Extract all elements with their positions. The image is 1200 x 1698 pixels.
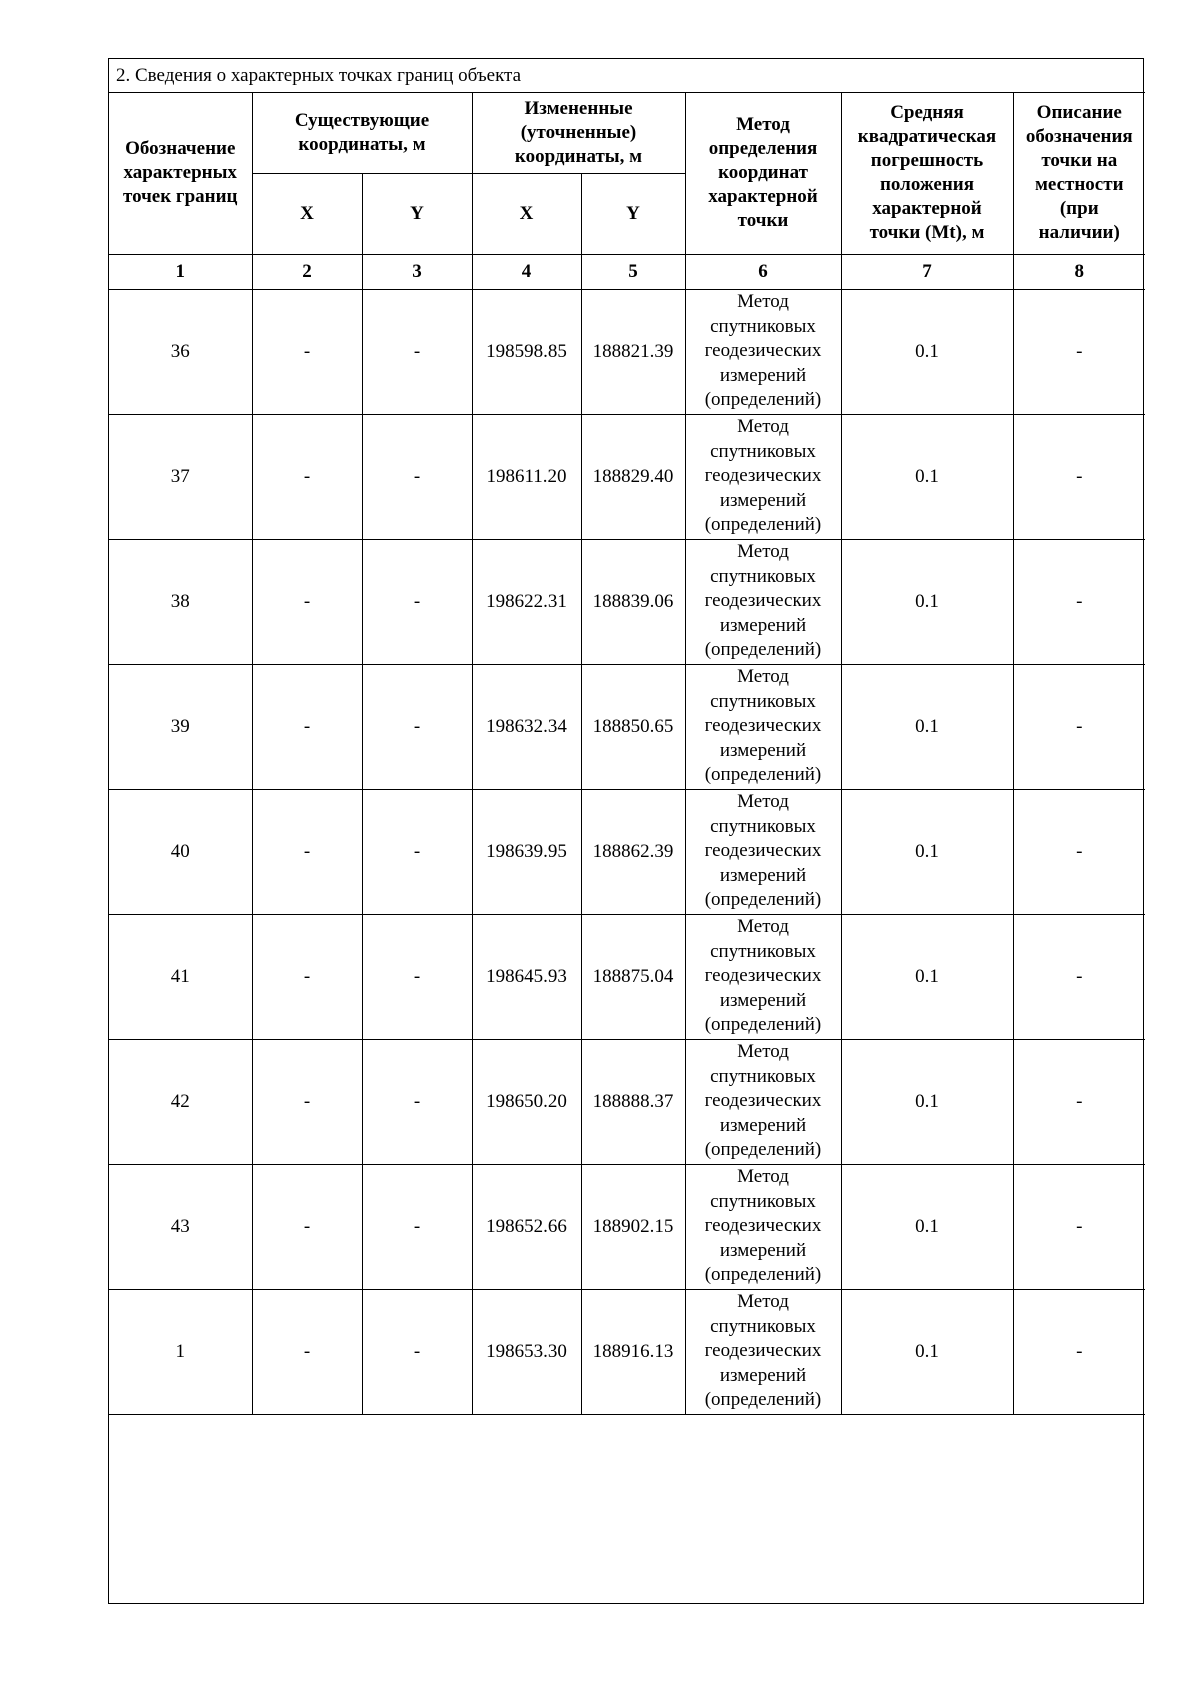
table-row bbox=[109, 1289, 1145, 1414]
mean-error-cell: 0.1 bbox=[841, 1164, 1013, 1289]
changed-y-cell: 188902.15 bbox=[581, 1164, 685, 1289]
table-row bbox=[109, 1039, 1145, 1164]
changed-y-cell: 188829.40 bbox=[581, 414, 685, 539]
method-cell: Метод спутниковых геодезических измерений (определений) bbox=[685, 1039, 841, 1164]
description-cell: - bbox=[1013, 289, 1145, 414]
header-method: Метод определения координат характерной точки bbox=[685, 92, 841, 254]
description-cell: - bbox=[1013, 914, 1145, 1039]
description-cell: - bbox=[1013, 1289, 1145, 1414]
method-cell: Метод спутниковых геодезических измерений (определений) bbox=[685, 289, 841, 414]
method-cell: Метод спутниковых геодезических измерений (определений) bbox=[685, 914, 841, 1039]
blank-cell bbox=[109, 1414, 1145, 1608]
table-row bbox=[109, 664, 1145, 789]
point-number-cell: 37 bbox=[109, 414, 252, 539]
changed-y-cell: 188862.39 bbox=[581, 789, 685, 914]
changed-y-cell: 188839.06 bbox=[581, 539, 685, 664]
column-number: 8 bbox=[1013, 254, 1145, 289]
point-number-cell: 43 bbox=[109, 1164, 252, 1289]
point-number-cell: 41 bbox=[109, 914, 252, 1039]
method-cell: Метод спутниковых геодезических измерений (определений) bbox=[685, 1289, 841, 1414]
changed-x-cell: 198645.93 bbox=[472, 914, 581, 1039]
section-title: 2. Сведения о характерных точках границ объекта bbox=[109, 59, 1145, 92]
mean-error-cell: 0.1 bbox=[841, 914, 1013, 1039]
existing-x-cell: - bbox=[252, 414, 362, 539]
point-number-cell: 42 bbox=[109, 1039, 252, 1164]
header-mean-error: Средняя квадратическая погрешность положения характерной точки (Mt), м bbox=[841, 92, 1013, 254]
existing-x-cell: - bbox=[252, 1289, 362, 1414]
existing-x-cell: - bbox=[252, 789, 362, 914]
table-row bbox=[109, 1164, 1145, 1289]
column-number: 7 bbox=[841, 254, 1013, 289]
mean-error-cell: 0.1 bbox=[841, 789, 1013, 914]
point-number-cell: 36 bbox=[109, 289, 252, 414]
column-number: 4 bbox=[472, 254, 581, 289]
document-frame bbox=[108, 58, 1144, 1604]
description-cell: - bbox=[1013, 539, 1145, 664]
changed-y-cell: 188850.65 bbox=[581, 664, 685, 789]
description-cell: - bbox=[1013, 1039, 1145, 1164]
mean-error-cell: 0.1 bbox=[841, 1039, 1013, 1164]
existing-y-cell: - bbox=[362, 1039, 472, 1164]
existing-y-cell: - bbox=[362, 1164, 472, 1289]
header-existing-y: Y bbox=[362, 173, 472, 254]
header-existing-coordinates: Существующие координаты, м bbox=[252, 92, 472, 173]
existing-y-cell: - bbox=[362, 789, 472, 914]
column-number: 6 bbox=[685, 254, 841, 289]
boundary-points-table bbox=[109, 59, 1145, 1608]
changed-x-cell: 198639.95 bbox=[472, 789, 581, 914]
method-cell: Метод спутниковых геодезических измерений (определений) bbox=[685, 789, 841, 914]
column-number: 2 bbox=[252, 254, 362, 289]
existing-x-cell: - bbox=[252, 289, 362, 414]
existing-y-cell: - bbox=[362, 664, 472, 789]
column-number: 1 bbox=[109, 254, 252, 289]
mean-error-cell: 0.1 bbox=[841, 1289, 1013, 1414]
existing-x-cell: - bbox=[252, 539, 362, 664]
table-row bbox=[109, 539, 1145, 664]
header-changed-x: X bbox=[472, 173, 581, 254]
changed-x-cell: 198598.85 bbox=[472, 289, 581, 414]
changed-y-cell: 188888.37 bbox=[581, 1039, 685, 1164]
table-row bbox=[109, 414, 1145, 539]
method-cell: Метод спутниковых геодезических измерений (определений) bbox=[685, 1164, 841, 1289]
header-designation: Обозначение характерных точек границ bbox=[109, 92, 252, 254]
existing-y-cell: - bbox=[362, 414, 472, 539]
existing-x-cell: - bbox=[252, 664, 362, 789]
table-row bbox=[109, 289, 1145, 414]
mean-error-cell: 0.1 bbox=[841, 664, 1013, 789]
changed-y-cell: 188916.13 bbox=[581, 1289, 685, 1414]
table-row bbox=[109, 914, 1145, 1039]
description-cell: - bbox=[1013, 1164, 1145, 1289]
changed-x-cell: 198632.34 bbox=[472, 664, 581, 789]
changed-x-cell: 198611.20 bbox=[472, 414, 581, 539]
column-number: 5 bbox=[581, 254, 685, 289]
changed-y-cell: 188875.04 bbox=[581, 914, 685, 1039]
blank-area bbox=[109, 1414, 1145, 1608]
header-existing-x: X bbox=[252, 173, 362, 254]
description-cell: - bbox=[1013, 414, 1145, 539]
mean-error-cell: 0.1 bbox=[841, 539, 1013, 664]
changed-x-cell: 198622.31 bbox=[472, 539, 581, 664]
header-description: Описание обозначения точки на местности (при наличии) bbox=[1013, 92, 1145, 254]
changed-x-cell: 198652.66 bbox=[472, 1164, 581, 1289]
mean-error-cell: 0.1 bbox=[841, 289, 1013, 414]
point-number-cell: 39 bbox=[109, 664, 252, 789]
existing-y-cell: - bbox=[362, 539, 472, 664]
method-cell: Метод спутниковых геодезических измерений (определений) bbox=[685, 414, 841, 539]
existing-x-cell: - bbox=[252, 914, 362, 1039]
header-changed-coordinates: Измененные (уточненные) координаты, м bbox=[472, 92, 685, 173]
point-number-cell: 38 bbox=[109, 539, 252, 664]
method-cell: Метод спутниковых геодезических измерений (определений) bbox=[685, 539, 841, 664]
changed-x-cell: 198650.20 bbox=[472, 1039, 581, 1164]
changed-y-cell: 188821.39 bbox=[581, 289, 685, 414]
description-cell: - bbox=[1013, 789, 1145, 914]
changed-x-cell: 198653.30 bbox=[472, 1289, 581, 1414]
existing-y-cell: - bbox=[362, 914, 472, 1039]
table-row bbox=[109, 789, 1145, 914]
existing-x-cell: - bbox=[252, 1164, 362, 1289]
existing-y-cell: - bbox=[362, 289, 472, 414]
point-number-cell: 1 bbox=[109, 1289, 252, 1414]
description-cell: - bbox=[1013, 664, 1145, 789]
column-number: 3 bbox=[362, 254, 472, 289]
point-number-cell: 40 bbox=[109, 789, 252, 914]
mean-error-cell: 0.1 bbox=[841, 414, 1013, 539]
method-cell: Метод спутниковых геодезических измерений (определений) bbox=[685, 664, 841, 789]
existing-x-cell: - bbox=[252, 1039, 362, 1164]
existing-y-cell: - bbox=[362, 1289, 472, 1414]
header-changed-y: Y bbox=[581, 173, 685, 254]
